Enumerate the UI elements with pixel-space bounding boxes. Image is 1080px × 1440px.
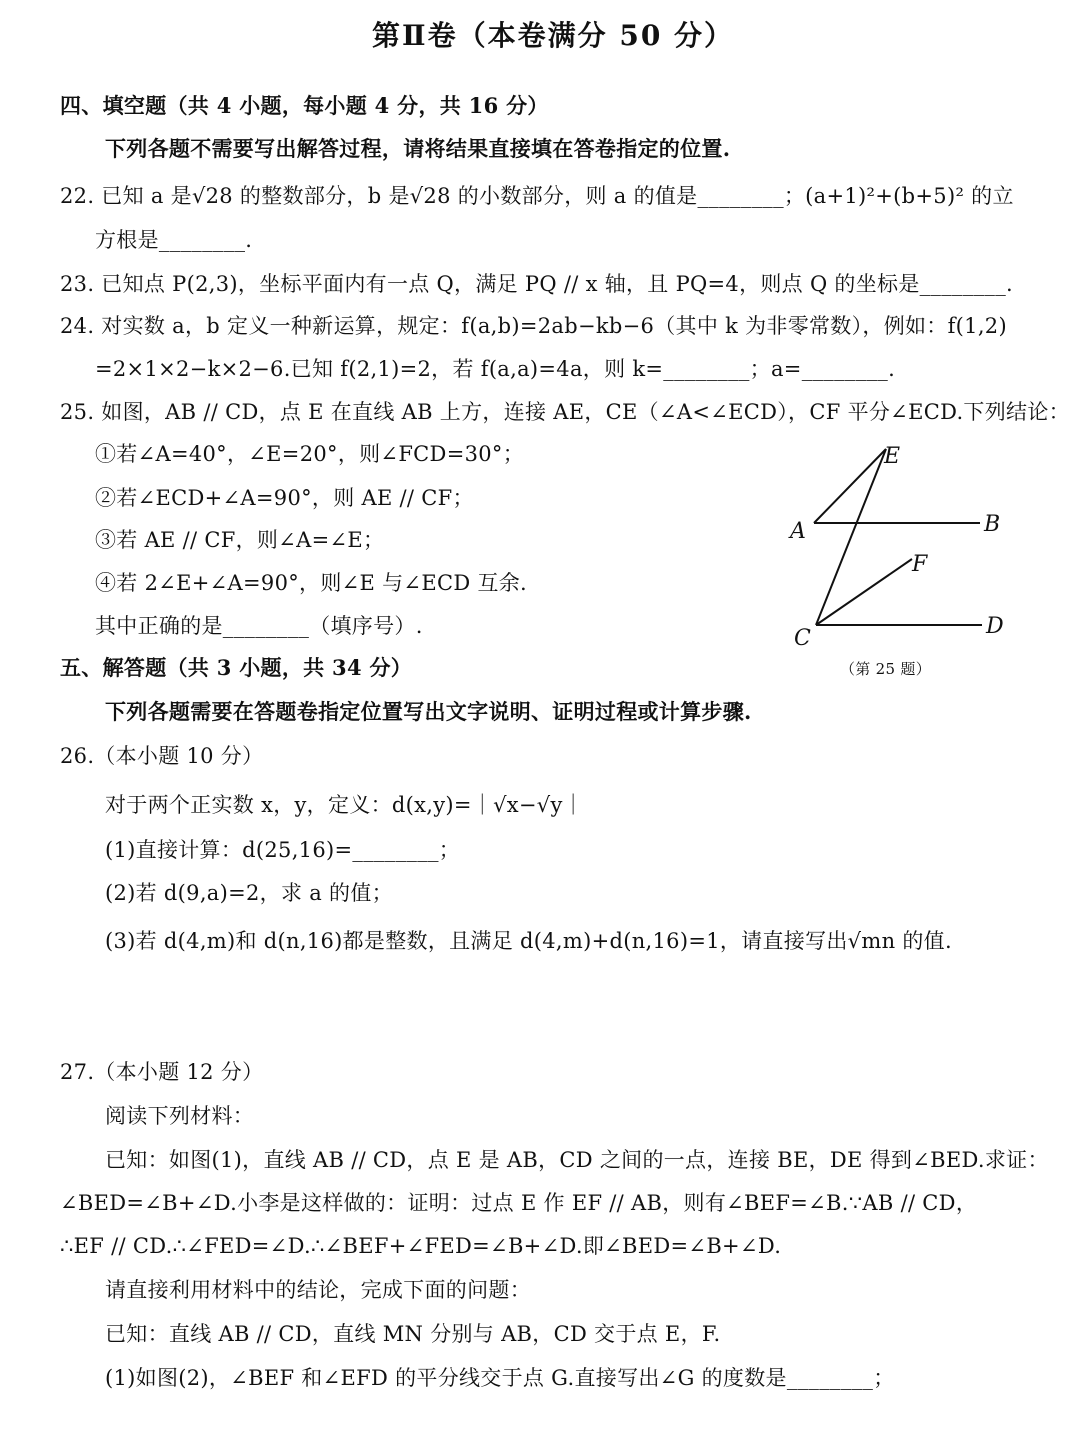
q25-answer-line: 其中正确的是________（填序号）. xyxy=(95,614,423,638)
q25-figure xyxy=(780,435,1040,665)
q25-conclusion-3: ③若 AE // CF，则∠A=∠E； xyxy=(95,528,385,552)
label-f: F xyxy=(912,552,928,577)
q27-material-3: ∴EF // CD.∴∠FED=∠D.∴∠BEF+∠FED=∠B+∠D.即∠BED=∠B+∠D. xyxy=(60,1234,782,1258)
section5-instruction: 下列各题需要在答题卷指定位置写出文字说明、证明过程或计算步骤. xyxy=(105,699,752,724)
segment-ae xyxy=(814,449,886,523)
q27-material-1: 已知：如图(1)，直线 AB // CD，点 E 是 AB，CD 之间的一点，连接 BE，DE 得到∠BED.求证： xyxy=(105,1148,1049,1172)
q25-conclusion-2: ②若∠ECD+∠A=90°，则 AE // CF； xyxy=(95,486,474,510)
section5-heading: 五、解答题（共 3 小题，共 34 分） xyxy=(60,655,413,680)
q26-header: 26.（本小题 10 分） xyxy=(60,744,264,768)
segment-ce xyxy=(816,449,886,625)
label-d: D xyxy=(986,614,1004,639)
q27-use: 请直接利用材料中的结论，完成下面的问题： xyxy=(105,1278,531,1302)
q26-part1: (1)直接计算：d(25,16)=________； xyxy=(105,838,461,862)
q26-definition: 对于两个正实数 x，y，定义：d(x,y)=｜√x−√y｜ xyxy=(105,793,584,817)
ray-cf xyxy=(816,559,912,625)
q27-header: 27.（本小题 12 分） xyxy=(60,1060,264,1084)
q25-figure-caption: （第 25 题） xyxy=(840,660,932,678)
page-title: 第Ⅱ卷（本卷满分 50 分） xyxy=(372,19,735,52)
q22-line1: 22. 已知 a 是√28 的整数部分，b 是√28 的小数部分，则 a 的值是________；(a+1)²+(b+5)² 的立 xyxy=(60,184,1014,208)
q27-read: 阅读下列材料： xyxy=(105,1104,255,1128)
q25-conclusion-4: ④若 2∠E+∠A=90°，则∠E 与∠ECD 互余. xyxy=(95,571,528,595)
q24-line1: 24. 对实数 a，b 定义一种新运算，规定：f(a,b)=2ab−kb−6（其中 k 为非零常数），例如：f(1,2) xyxy=(60,314,1007,338)
q22-line2: 方根是________. xyxy=(95,228,253,252)
q26-part2: (2)若 d(9,a)=2，求 a 的值； xyxy=(105,881,393,905)
section4-heading: 四、填空题（共 4 小题，每小题 4 分，共 16 分） xyxy=(60,93,549,118)
q26-part3: (3)若 d(4,m)和 d(n,16)都是整数，且满足 d(4,m)+d(n,16)=1，请直接写出√mn 的值. xyxy=(105,929,952,953)
label-a: A xyxy=(790,519,806,544)
q27-material-2: ∠BED=∠B+∠D.小李是这样做的：证明：过点 E 作 EF // AB，则有∠BEF=∠B.∵AB // CD， xyxy=(60,1191,978,1215)
q23-line1: 23. 已知点 P(2,3)，坐标平面内有一点 Q，满足 PQ // x 轴，且 PQ=4，则点 Q 的坐标是________. xyxy=(60,272,1014,296)
q27-given: 已知：直线 AB // CD，直线 MN 分别与 AB，CD 交于点 E，F. xyxy=(105,1322,721,1346)
q25-line1: 25. 如图，AB // CD，点 E 在直线 AB 上方，连接 AE，CE（∠A<∠ECD），CF 平分∠ECD.下列结论： xyxy=(60,400,1070,424)
label-b: B xyxy=(984,512,1001,537)
label-e: E xyxy=(884,444,901,469)
label-c: C xyxy=(794,626,811,651)
section4-instruction: 下列各题不需要写出解答过程，请将结果直接填在答卷指定的位置. xyxy=(105,136,731,161)
q25-conclusion-1: ①若∠A=40°，∠E=20°，则∠FCD=30°； xyxy=(95,442,525,466)
q24-line2: =2×1×2−k×2−6.已知 f(2,1)=2，若 f(a,a)=4a，则 k=________；a=________. xyxy=(95,357,896,381)
q27-part1: (1)如图(2)，∠BEF 和∠EFD 的平分线交于点 G.直接写出∠G 的度数是________； xyxy=(105,1366,895,1390)
